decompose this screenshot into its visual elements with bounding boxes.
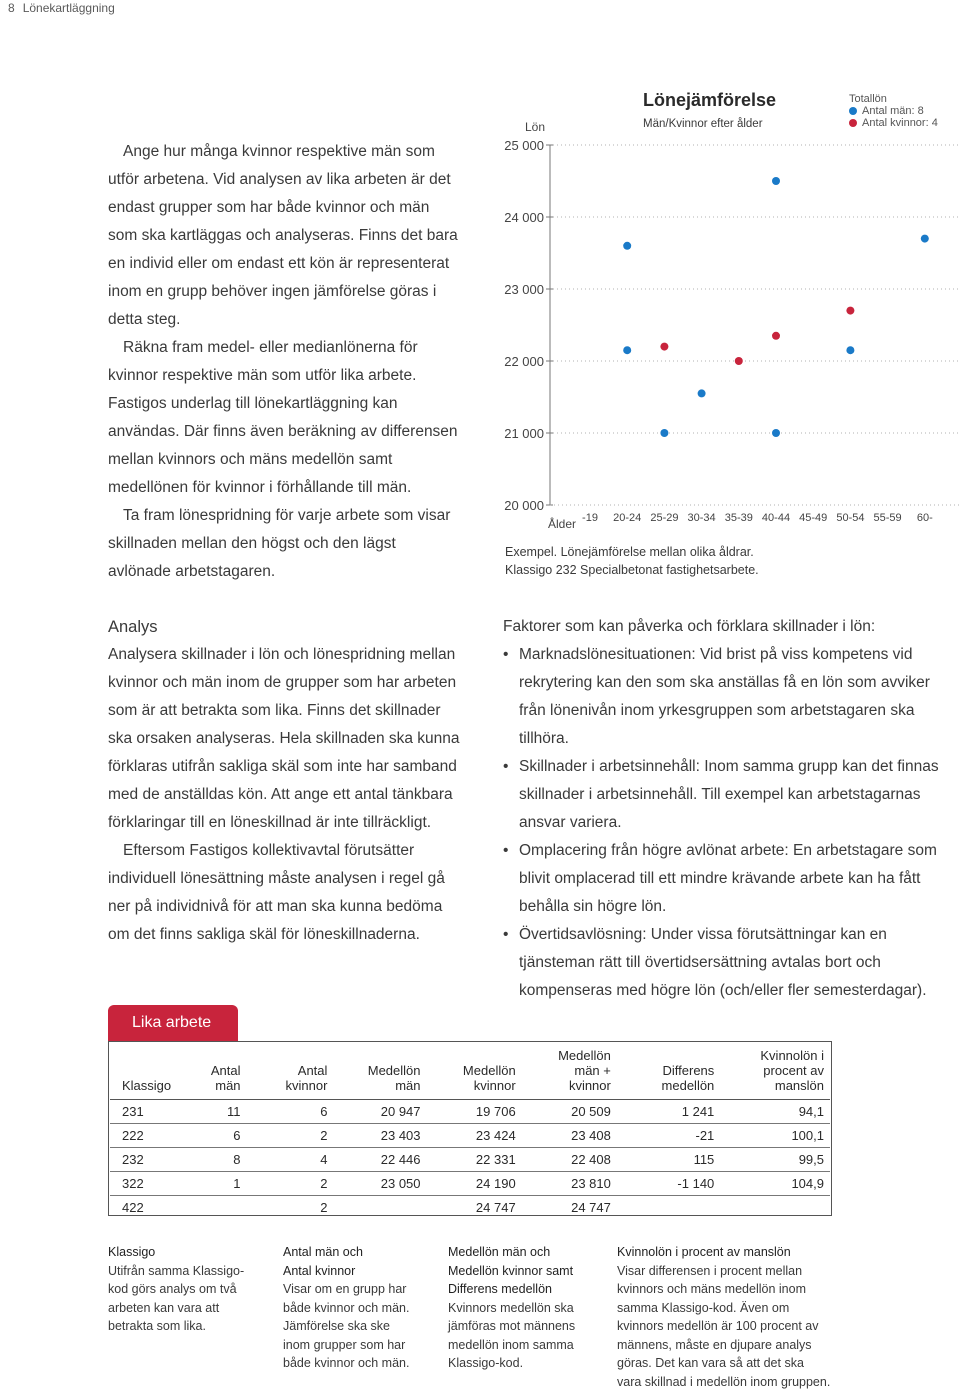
table-cell: 104,9 xyxy=(720,1172,830,1196)
page-number: 8 xyxy=(8,1,15,15)
note-text: Utifrån samma Klassigo- xyxy=(108,1262,268,1281)
table-cell: 23 810 xyxy=(522,1172,617,1196)
intro-paragraph: Räkna fram medel- eller medianlönerna för kvinnor respektive män som utför lika arbete. Fastigos underlag till lönekartläggning kan användas. Där finns även beräkning av differensen mellan kvinnors och mäns medellön samt medellönen för kvinnor i förhållande till män. xyxy=(108,334,458,502)
table-cell: 24 747 xyxy=(522,1196,617,1220)
column-header: Antal kvinnor xyxy=(247,1043,334,1100)
chart-subtitle: Män/Kvinnor efter ålder xyxy=(643,118,763,130)
table-cell: 100,1 xyxy=(720,1124,830,1148)
table-row xyxy=(110,1172,830,1196)
data-point-men xyxy=(921,235,929,243)
table-cell: 11 xyxy=(182,1100,246,1124)
column-header: Differens medellön xyxy=(617,1043,720,1100)
data-point-men xyxy=(698,389,706,397)
note-heading: Differens medellön xyxy=(448,1280,608,1299)
table-row xyxy=(110,1148,830,1172)
y-tick-label: 23 000 xyxy=(504,282,544,297)
x-tick-label: 60- xyxy=(917,512,933,524)
y-tick-label: 20 000 xyxy=(504,498,544,513)
column-header: Klassigo xyxy=(110,1043,182,1100)
intro-paragraph: Ange hur många kvinnor respektive män som utför arbetena. Vid analysen av lika arbeten är det endast grupper som har både kvinnor och män som ska kartläggas och analyseras. Finns det bara en individ eller om endast ett kön är representerat inom en grupp behöver ingen jämförelse göras i detta steg. xyxy=(108,138,458,334)
table-cell xyxy=(182,1196,246,1220)
table-cell: 322 xyxy=(110,1172,182,1196)
legend-dot-men xyxy=(849,107,857,115)
x-tick-label: -19 xyxy=(582,512,598,524)
table-cell: 2 xyxy=(247,1172,334,1196)
note-text: Visar om en grupp har xyxy=(283,1280,433,1299)
factors-section xyxy=(503,613,960,1005)
table-cell: 20 509 xyxy=(522,1100,617,1124)
chart-title: Lönejämförelse xyxy=(643,90,776,111)
y-axis-label: Lön xyxy=(525,120,545,134)
table-cell: 231 xyxy=(110,1100,182,1124)
analys-paragraph: Eftersom Fastigos kollektivavtal förutsätter individuell lönesättning måste analysen i regel gå ner på individnivå för att man ska kunna bedöma om det finns sakliga skäl för löneskillnaderna. xyxy=(108,837,468,949)
table-cell: 94,1 xyxy=(720,1100,830,1124)
legend-label-men: Antal män: 8 xyxy=(862,105,924,117)
column-header: Medellön män + kvinnor xyxy=(522,1043,617,1100)
column-header: Medellön män xyxy=(333,1043,426,1100)
chart-caption xyxy=(505,543,759,579)
x-tick-label: 55-59 xyxy=(874,512,902,524)
table-cell xyxy=(720,1196,830,1220)
factor-item: • Marknadslönesituationen: Vid brist på viss kompetens vid rekrytering kan den som ska anställas få en lön som avviker från lönenivån inom yrkesgruppen som arbetstagaren ska tillhöra. xyxy=(503,641,960,753)
factors-list xyxy=(503,641,960,1005)
data-point-men xyxy=(660,429,668,437)
running-title: Lönekartläggning xyxy=(23,1,115,15)
table-cell: 22 408 xyxy=(522,1148,617,1172)
table-row xyxy=(110,1196,830,1220)
data-point-women xyxy=(660,343,668,351)
x-axis-label: Ålder xyxy=(548,516,576,531)
table-cell: 24 747 xyxy=(427,1196,522,1220)
note-text: kvinnors medellön är 100 procent av xyxy=(617,1317,857,1336)
table-cell xyxy=(333,1196,426,1220)
data-point-men xyxy=(772,429,780,437)
data-point-men xyxy=(623,346,631,354)
note-text: medellön inom samma xyxy=(448,1336,608,1355)
x-tick-label: 30-34 xyxy=(688,512,716,524)
analys-heading: Analys xyxy=(108,613,468,641)
data-point-men xyxy=(772,177,780,185)
note-heading: Kvinnolön i procent av manslön xyxy=(617,1243,857,1262)
x-tick-label: 50-54 xyxy=(836,512,864,524)
column-header: Kvinnolön i procent av manslön xyxy=(720,1043,830,1100)
table-cell: 23 403 xyxy=(333,1124,426,1148)
note-heading: Medellön män och xyxy=(448,1243,608,1262)
note-text: männens, måste en djupare analys xyxy=(617,1336,857,1355)
note-heading: Antal kvinnor xyxy=(283,1262,433,1281)
x-tick-label: 20-24 xyxy=(613,512,641,524)
intro-text xyxy=(108,138,458,586)
factor-item: • Övertidsavlösning: Under vissa förutsättningar kan en tjänsteman rätt till övertidsersättning avtalas bort och kompenseras med högre lön (och/eller fler semesterdagar). xyxy=(503,921,960,1005)
y-tick-label: 24 000 xyxy=(504,210,544,225)
note-column xyxy=(448,1243,608,1373)
table-cell: 22 331 xyxy=(427,1148,522,1172)
factor-item: • Skillnader i arbetsinnehåll: Inom samma grupp kan det finnas skillnader i arbetsinnehåll. Till exempel kan arbetstagarnas ansvar variera. xyxy=(503,753,960,837)
table-cell: -21 xyxy=(617,1124,720,1148)
note-text: kvinnors och mäns medellön inom xyxy=(617,1280,857,1299)
data-point-men xyxy=(623,242,631,250)
note-heading: Klassigo xyxy=(108,1243,268,1262)
y-tick-label: 22 000 xyxy=(504,354,544,369)
x-tick-label: 25-29 xyxy=(650,512,678,524)
table-cell: 23 408 xyxy=(522,1124,617,1148)
table-cell: 24 190 xyxy=(427,1172,522,1196)
table-cell xyxy=(617,1196,720,1220)
table-tab-label: Lika arbete xyxy=(108,1005,238,1041)
table-cell: 6 xyxy=(182,1124,246,1148)
data-point-women xyxy=(772,332,780,340)
note-heading: Medellön kvinnor samt xyxy=(448,1262,608,1281)
table-cell: 1 xyxy=(182,1172,246,1196)
table-row xyxy=(110,1124,830,1148)
table-cell: 6 xyxy=(247,1100,334,1124)
running-header xyxy=(8,1,115,15)
table-cell: 2 xyxy=(247,1196,334,1220)
analys-paragraph: Analysera skillnader i lön och lönespridning mellan kvinnor och män inom de grupper som har arbeten som är att betrakta som lika. Finns det skillnader ska orsaken analyseras. Hela skillnaden ska kunna förklaras utifrån sakliga skäl som inte har samband med de anställdas kön. Att ange ett antal tänkbara förklaringar till en löneskillnad är inte tillräckligt. xyxy=(108,641,468,837)
column-header: Medellön kvinnor xyxy=(427,1043,522,1100)
note-column xyxy=(617,1243,857,1391)
note-text: göras. Det kan vara så att det ska xyxy=(617,1354,857,1373)
legend-title: Totallön xyxy=(849,93,938,105)
note-text: Jämförelse ska ske xyxy=(283,1317,433,1336)
note-text: Kvinnors medellön ska xyxy=(448,1299,608,1318)
note-text: samma Klassigo-kod. Även om xyxy=(617,1299,857,1318)
table-header-row xyxy=(110,1043,830,1100)
legend-label-women: Antal kvinnor: 4 xyxy=(862,117,938,129)
y-tick-label: 21 000 xyxy=(504,426,544,441)
x-tick-label: 45-49 xyxy=(799,512,827,524)
table-cell: -1 140 xyxy=(617,1172,720,1196)
table-row xyxy=(110,1100,830,1124)
table-cell: 99,5 xyxy=(720,1148,830,1172)
table-cell: 1 241 xyxy=(617,1100,720,1124)
note-column xyxy=(108,1243,268,1336)
data-point-women xyxy=(846,307,854,315)
note-text: Klassigo-kod. xyxy=(448,1354,608,1373)
note-text: jämföras mot männens xyxy=(448,1317,608,1336)
factors-intro: Faktorer som kan påverka och förklara skillnader i lön: xyxy=(503,613,960,641)
analys-section xyxy=(108,613,468,949)
table-cell: 23 050 xyxy=(333,1172,426,1196)
data-point-men xyxy=(846,346,854,354)
table-cell: 222 xyxy=(110,1124,182,1148)
note-text: inom grupper som har xyxy=(283,1336,433,1355)
x-tick-label: 40-44 xyxy=(762,512,790,524)
note-text: vara skillnad i medellön inom gruppen. xyxy=(617,1373,857,1391)
note-text: Visar differensen i procent mellan xyxy=(617,1262,857,1281)
scatter-chart xyxy=(495,115,960,540)
y-tick-label: 25 000 xyxy=(504,138,544,153)
column-header: Antal män xyxy=(182,1043,246,1100)
note-text: både kvinnor och män. xyxy=(283,1354,433,1373)
table-cell: 2 xyxy=(247,1124,334,1148)
table-cell: 4 xyxy=(247,1148,334,1172)
note-column xyxy=(283,1243,433,1373)
table-cell: 19 706 xyxy=(427,1100,522,1124)
lika-arbete-table xyxy=(110,1043,830,1219)
x-tick-label: 35-39 xyxy=(725,512,753,524)
factor-item: • Omplacering från högre avlönat arbete: En arbetstagare som blivit omplacerad till ett mindre krävande arbete kan ha fått behålla sin högre lön. xyxy=(503,837,960,921)
table-cell: 115 xyxy=(617,1148,720,1172)
table-cell: 22 446 xyxy=(333,1148,426,1172)
data-point-women xyxy=(735,357,743,365)
caption-line: Exempel. Lönejämförelse mellan olika åldrar. xyxy=(505,543,759,561)
note-text: kod görs analys om två xyxy=(108,1280,268,1299)
intro-paragraph: Ta fram lönespridning för varje arbete som visar skillnaden mellan den högst och den lägst avlönade arbetstagaren. xyxy=(108,502,458,586)
note-text: arbeten kan vara att xyxy=(108,1299,268,1318)
table-cell: 20 947 xyxy=(333,1100,426,1124)
table-cell: 422 xyxy=(110,1196,182,1220)
table-cell: 23 424 xyxy=(427,1124,522,1148)
note-text: både kvinnor och män. xyxy=(283,1299,433,1318)
table-cell: 8 xyxy=(182,1148,246,1172)
table-cell: 232 xyxy=(110,1148,182,1172)
caption-line: Klassigo 232 Specialbetonat fastighetsarbete. xyxy=(505,561,759,579)
note-text: betrakta som lika. xyxy=(108,1317,268,1336)
note-heading: Antal män och xyxy=(283,1243,433,1262)
